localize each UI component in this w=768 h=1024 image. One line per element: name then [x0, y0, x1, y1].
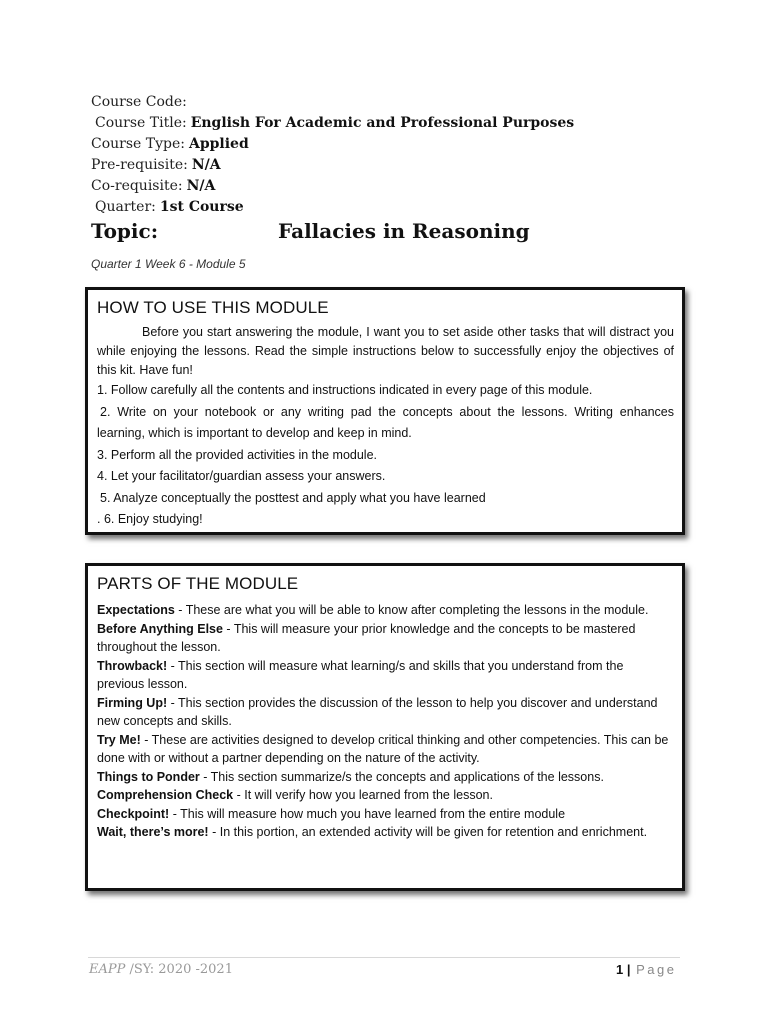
- part-item: [97, 823, 674, 842]
- parts-of-module-box: [85, 563, 685, 891]
- part-term: Things to Ponder: [97, 769, 200, 784]
- part-item: [97, 805, 674, 824]
- instruction-step: 1. Follow carefully all the contents and instructions indicated in every page of this module.: [97, 383, 593, 397]
- instruction-step: . 6. Enjoy studying!: [97, 512, 203, 526]
- part-description: - This section provides the discussion of the lesson to help you discover and understand new concepts and skills.: [97, 695, 658, 728]
- corequisite-label: Co-requisite:: [91, 178, 183, 194]
- course-type-value: Applied: [188, 136, 249, 152]
- part-item: [97, 657, 674, 694]
- how-to-use-box: [85, 287, 685, 535]
- part-description: - This will measure your prior knowledge and the concepts to be mastered throughout the lesson.: [97, 621, 636, 654]
- module-reference: Quarter 1 Week 6 - Module 5: [91, 257, 246, 271]
- course-info: [91, 92, 711, 218]
- prerequisite-label: Pre-requisite:: [91, 157, 188, 173]
- page-separator: |: [623, 962, 635, 977]
- page-word: Page: [636, 962, 677, 977]
- quarter-row: [91, 197, 711, 218]
- part-term: Throwback!: [97, 658, 168, 673]
- footer-page-number: [616, 962, 676, 977]
- footer-school-year: /SY: 2020 -2021: [125, 962, 233, 977]
- instruction-step: 2. Write on your notebook or any writing pad the concepts about the lessons. Writing enhances learning, which is important to develop and keep in mind.: [97, 404, 674, 440]
- part-description: - This section summarize/s the concepts and applications of the lessons.: [199, 769, 604, 784]
- footer-course-info: [89, 962, 233, 977]
- part-description: - These are what you will be able to know after completing the lessons in the module.: [174, 603, 649, 617]
- part-item: [97, 694, 674, 731]
- how-to-use-intro: Before you start answering the module, I want you to set aside other tasks that will distract you while enjoying the lessons. Read the simple instructions below to successfully enjoy the objectives of this kit. Have fun!: [97, 325, 674, 377]
- part-term: Before Anything Else: [97, 621, 223, 636]
- part-item: [97, 620, 674, 657]
- part-term: Try Me!: [97, 732, 141, 747]
- topic-heading: [91, 219, 711, 249]
- topic-label: Topic:: [91, 219, 159, 243]
- part-term: Checkpoint!: [97, 806, 170, 821]
- part-description: - This section will measure what learning/s and skills that you understand from the previous lesson.: [97, 658, 624, 691]
- part-description: - In this portion, an extended activity will be given for retention and enrichment.: [208, 825, 648, 839]
- part-term: Firming Up!: [97, 695, 168, 710]
- course-title-row: [91, 113, 711, 134]
- course-title-label: Course Title:: [95, 115, 187, 131]
- instruction-step: 3. Perform all the provided activities in the module.: [97, 447, 377, 462]
- course-code-label: Course Code:: [91, 94, 187, 110]
- course-title-value: English For Academic and Professional Purposes: [190, 115, 575, 131]
- parts-of-module-heading: PARTS OF THE MODULE: [97, 574, 299, 593]
- how-to-use-heading: HOW TO USE THIS MODULE: [97, 298, 329, 317]
- part-description: - It will verify how you learned from the lesson.: [233, 788, 493, 802]
- parts-list: [97, 601, 674, 842]
- part-description: - This will measure how much you have learned from the entire module: [169, 806, 566, 821]
- part-term: Comprehension Check: [97, 788, 234, 802]
- page-number: 1: [616, 962, 624, 977]
- instruction-step: 5. Analyze conceptually the posttest and apply what you have learned: [100, 490, 486, 505]
- quarter-value: 1st Course: [159, 199, 244, 215]
- footer-course-code: EAPP: [89, 962, 126, 977]
- quarter-label: Quarter:: [95, 199, 156, 215]
- part-item: [97, 786, 674, 805]
- course-code-row: [91, 92, 711, 113]
- part-term: Expectations: [97, 603, 175, 617]
- topic-title: Fallacies in Reasoning: [278, 219, 530, 243]
- corequisite-value: N/A: [186, 178, 216, 194]
- part-item: [97, 601, 674, 620]
- part-term: Wait, there’s more!: [97, 825, 209, 839]
- part-item: [97, 768, 674, 787]
- corequisite-row: [91, 176, 711, 197]
- how-to-use-body: [97, 323, 674, 531]
- prerequisite-value: N/A: [191, 157, 221, 173]
- course-type-row: [91, 134, 711, 155]
- prerequisite-row: [91, 155, 711, 176]
- footer-divider: [88, 957, 680, 958]
- instruction-step: 4. Let your facilitator/guardian assess your answers.: [97, 469, 386, 483]
- part-item: [97, 731, 674, 768]
- part-description: - These are activities designed to develop critical thinking and other competencies. This can be done with or without a partner depending on the nature of the activity.: [97, 732, 669, 765]
- course-type-label: Course Type:: [91, 136, 185, 152]
